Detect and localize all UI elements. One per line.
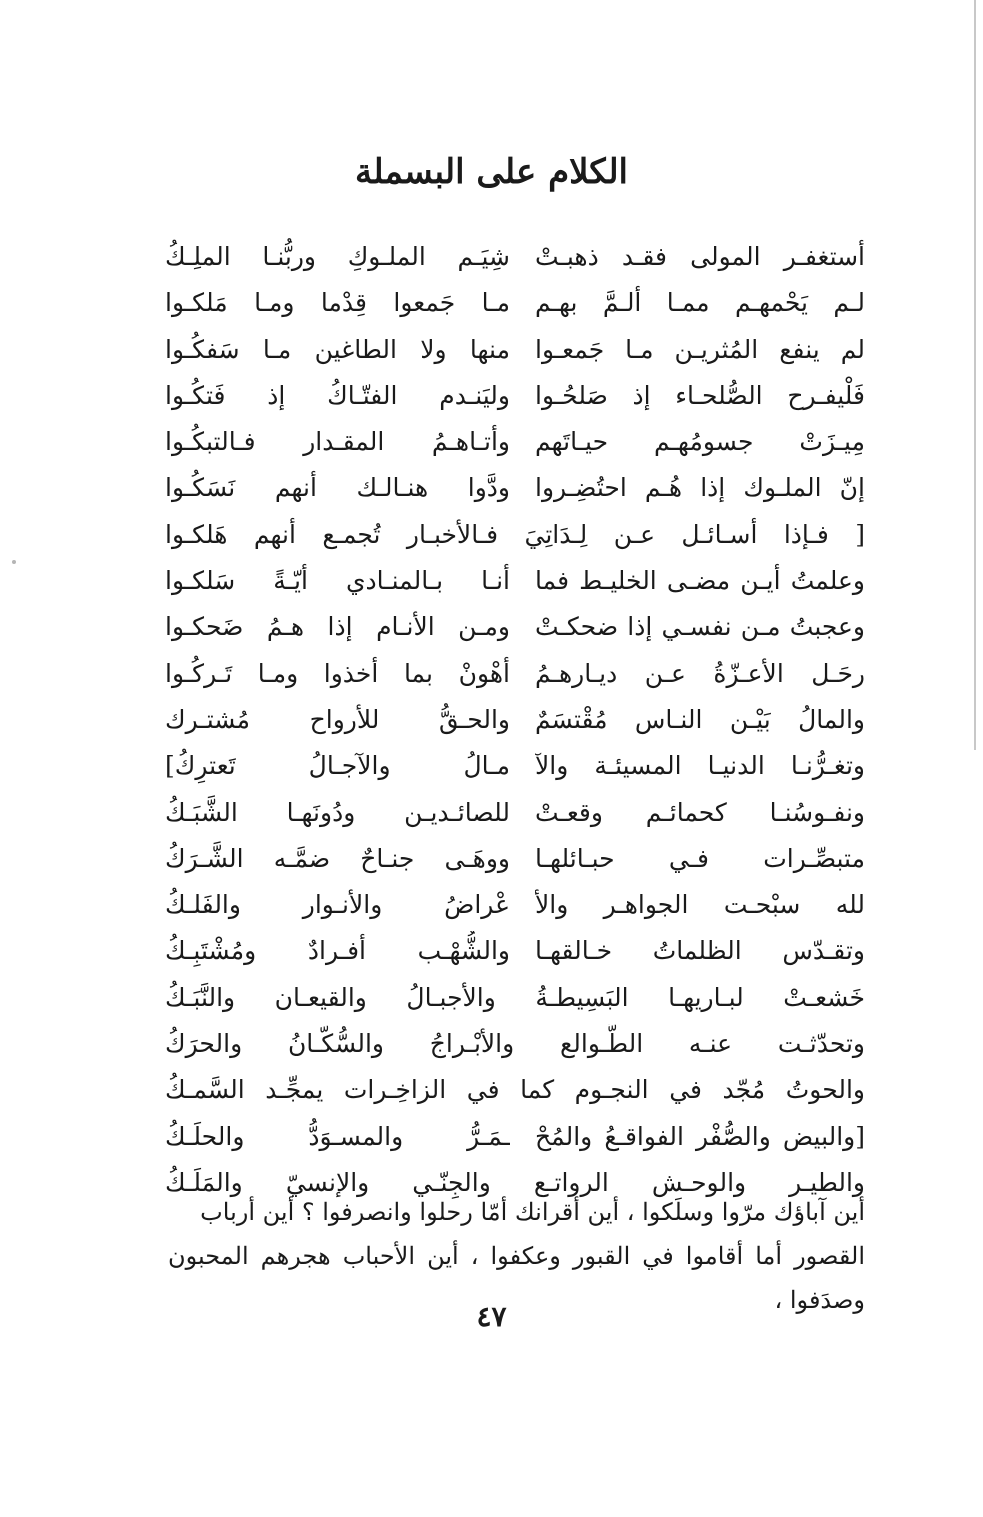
verse-first-hemistich: وتقـدّس الظلماتُ خـالقهـا [535,936,865,966]
verse-first-hemistich: والمالُ بَيْـن النـاس مُقْتسَمٌ [535,704,865,734]
verse-line [165,700,865,746]
poem [165,237,865,1209]
verse-line [165,885,865,931]
verse-second-hemistich: مـالُ والآجـالُ تَعترِكُ] [165,751,510,781]
verse-second-hemistich: وأتـاهـمُ المقـدار فـالتبكُـوا [165,427,510,457]
verse-first-hemistich: وعجبتُ مـن نفسـي إذا ضحكـتْ [535,612,865,642]
verse-second-hemistich: والشُّهْـب أفـرادٌ ومُشْتَبِـكُ [165,936,510,966]
verse-second-hemistich: ـمَـرُّ والمسـوَدُّ والحلَـكُ [165,1121,510,1151]
verse-first-hemistich: إنّ الملـوك إذا هُـم احتُضِـروا [535,473,865,503]
verse-first-hemistich: أستغفـر المولى فقـد ذهبـتْ [535,242,865,271]
verse-line [165,283,865,329]
prose-line: القصور أما أقاموا في القبور وعكفوا ، أين الأحباب هجرهم المحبون وصدَفوا ، [168,1242,865,1314]
verse-second-hemistich: وليَنـدم الفتّـاكُ إذ فَتكُـوا [165,380,510,410]
verse-full: والحوتُ مُجّد في النجـوم كما في الزاخِـرات يمجِّـد السَّمـكُ [165,1075,865,1105]
verse-line [165,1070,865,1116]
page-edge-shadow [974,0,976,750]
verse-first-hemistich: وتغـرُّنـا الدنيـا المسيئـة والآ [535,751,865,781]
verse-second-hemistich: منها ولا الطاغين مـا سَفكُـوا [165,334,510,364]
verse-line [165,330,865,376]
verse-line [165,561,865,607]
verse-second-hemistich: ووهَـى جنـاحٌ ضمَّـه الشَّـرَكُ [165,843,510,873]
verse-line [165,654,865,700]
page-number: ٤٧ [476,1300,507,1333]
prose-line: أين آباؤك مرّوا وسلَكوا ، أين أقرانك أمّا رحلوا وانصرفوا ؟ أين أرباب [200,1198,865,1226]
verse-line [165,607,865,653]
verse-first-hemistich: رحَـل الأعـزّةُ عـن ديـارهـمُ [535,658,865,688]
verse-second-hemistich: ودَّوا هنـالـك أنهم نَسَكُـوا [165,473,510,503]
verse-second-hemistich: أهْونْ بما أخذوا ومـا تَـركُـوا [165,658,510,688]
verse-first-hemistich: مِيـزَتْ جسومُهـم حيـاتَهم [535,427,865,457]
verse-first-hemistich: لـم يَحْمهـم ممـا ألـمَّ بهـم [535,288,865,318]
verse-line [165,515,865,561]
verse-second-hemistich: والحـقُّ للأرواح مُشتـرك [165,704,510,734]
scan-speck [12,560,16,564]
verse-line [165,746,865,792]
verse-first-hemistich: ونفـوسُنـا كحمائـم وقعـتْ [535,797,865,827]
verse-line [165,376,865,422]
verse-second-hemistich: شِيَـم الملـوكِ وربُّنـا الملِـكُ [165,242,510,271]
verse-first-hemistich: وعلمتُ أيـن مضـى الخليـط فما [535,566,865,596]
verse-line [165,237,865,283]
verse-line [165,931,865,977]
verse-line [165,468,865,514]
verse-first-hemistich: فَلْيفـرح الصُّلحـاء إذ صَلحُـوا [535,380,865,410]
verse-first-hemistich: متبصِّـرات فـي حبـائلهـا [535,843,865,873]
verse-second-hemistich: للصائـديـن ودُونَهـا الشَّبَـكُ [165,797,510,827]
verse-full: خَشعـتْ لبـاريهـا البَسِيطـةُ والأجبـالُ والقيعـان والنَّبَـكُ [165,982,865,1012]
verse-second-hemistich: أنـا بـالمنـادي أيّـةً سَلكـوا [165,566,510,596]
verse-second-hemistich: ومـن الأنـام إذا هـمُ ضَحكـوا [165,612,510,642]
verse-first-hemistich: [والبيض والصُّفْر الفواقـعُ والمُحْ [535,1121,865,1151]
verse-full: والطيـر والوحـش الرواتـع والجِنّـي والإنسيّ والمَلَـكُ [165,1167,865,1197]
verse-line [165,1117,865,1163]
verse-line [165,1024,865,1070]
verse-first-hemistich: لم ينفع المُثريـن مـا جَمعـوا [535,334,865,364]
verse-first-hemistich: لله سبْحـت الجواهـر والأ [535,890,865,920]
verse-second-hemistich: عْراضُ والأنـوار والفَلـكُ [165,890,510,920]
verse-full: [ فـإذا أسـائـل عـن لِـدَاتِيَ فـالأخبـار تُجمـع أنهم هَلكـوا [165,519,865,549]
verse-line [165,793,865,839]
verse-second-hemistich: مـا جَمعوا قِدْما ومـا مَلكـوا [165,288,510,318]
verse-line [165,839,865,885]
verse-line [165,422,865,468]
verse-line [165,978,865,1024]
section-title: الكلام على البسملة [354,152,628,192]
verse-full: وتحدّثـت عنـه الطَّـوالع والأبْـراجُ والسُّكّـانُ والحرَكُ [165,1029,865,1059]
